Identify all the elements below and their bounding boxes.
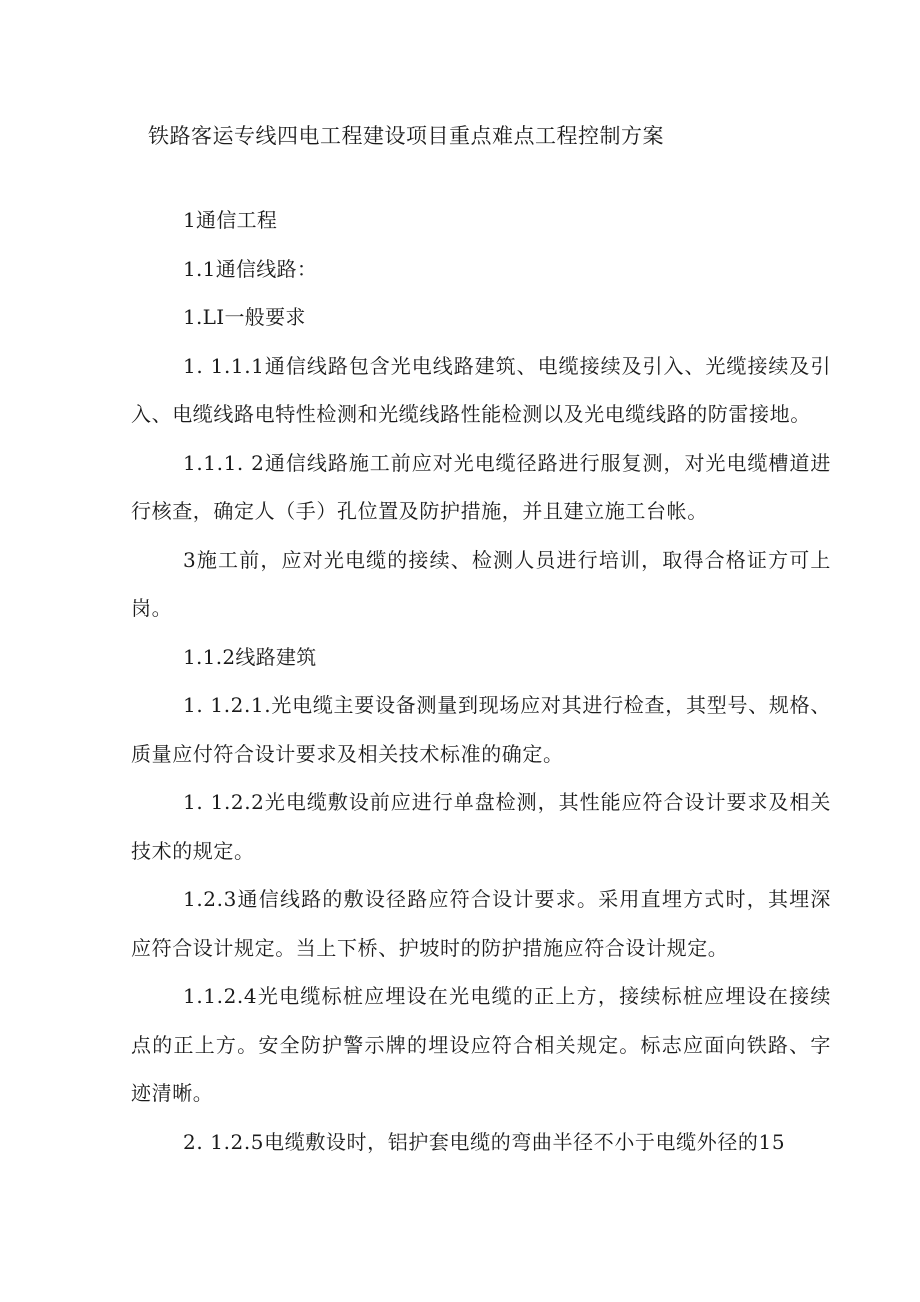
document-body [131, 196, 831, 1166]
paragraph-1-1-2-4: 1.1.2.4光电缆标桩应埋设在光电缆的正上方，接续标桩应埋设在接续点的正上方。安全防护警示牌的埋设应符合相关规定。标志应面向铁路、字迹清晰。 [131, 984, 831, 1105]
subsection-heading-line-construction: 1.1.2线路建筑 [183, 644, 317, 669]
paragraph-1-1-2-1: 1. 1.2.1.光电缆主要设备测量到现场应对其进行检查，其型号、规格、质量应付符合设计要求及相关技术标准的确定。 [131, 693, 831, 766]
subsection-heading-general: 1.LI一般要求 [183, 305, 306, 329]
paragraph-1-2-3: 1.2.3通信线路的敷设径路应符合设计要求。采用直埋方式时，其埋深应符合设计规定。当上下桥、护坡时的防护措施应符合设计规定。 [131, 887, 831, 960]
paragraph-2-1-2-5: 2. 1.2.5电缆敷设时，铝护套电缆的弯曲半径不小于电缆外径的15 [183, 1129, 786, 1154]
paragraph-3-training: 3施工前，应对光电缆的接续、检测人员进行培训，取得合格证方可上岗。 [131, 547, 831, 620]
subsection-heading-lines: 1.1通信线路： [183, 256, 318, 281]
paragraph-1-1-1-2: 1.1.1. 2通信线路施工前应对光电缆径路进行服复测，对光电缆槽道进行核查，确定人（手）孔位置及防护措施，并且建立施工台帐。 [131, 450, 831, 523]
document-title: 铁路客运专线四电工程建设项目重点难点工程控制方案 [148, 124, 664, 148]
paragraph-1-1-2-2: 1. 1.2.2光电缆敷设前应进行单盘检测，其性能应符合设计要求及相关技术的规定。 [131, 790, 831, 863]
paragraph-1-1-1-1: 1. 1.1.1通信线路包含光电线路建筑、电缆接续及引入、光缆接续及引入、电缆线路电特性检测和光缆线路性能检测以及光电缆线路的防雷接地。 [131, 353, 831, 426]
section-heading-communication: 1通信工程 [183, 208, 278, 232]
